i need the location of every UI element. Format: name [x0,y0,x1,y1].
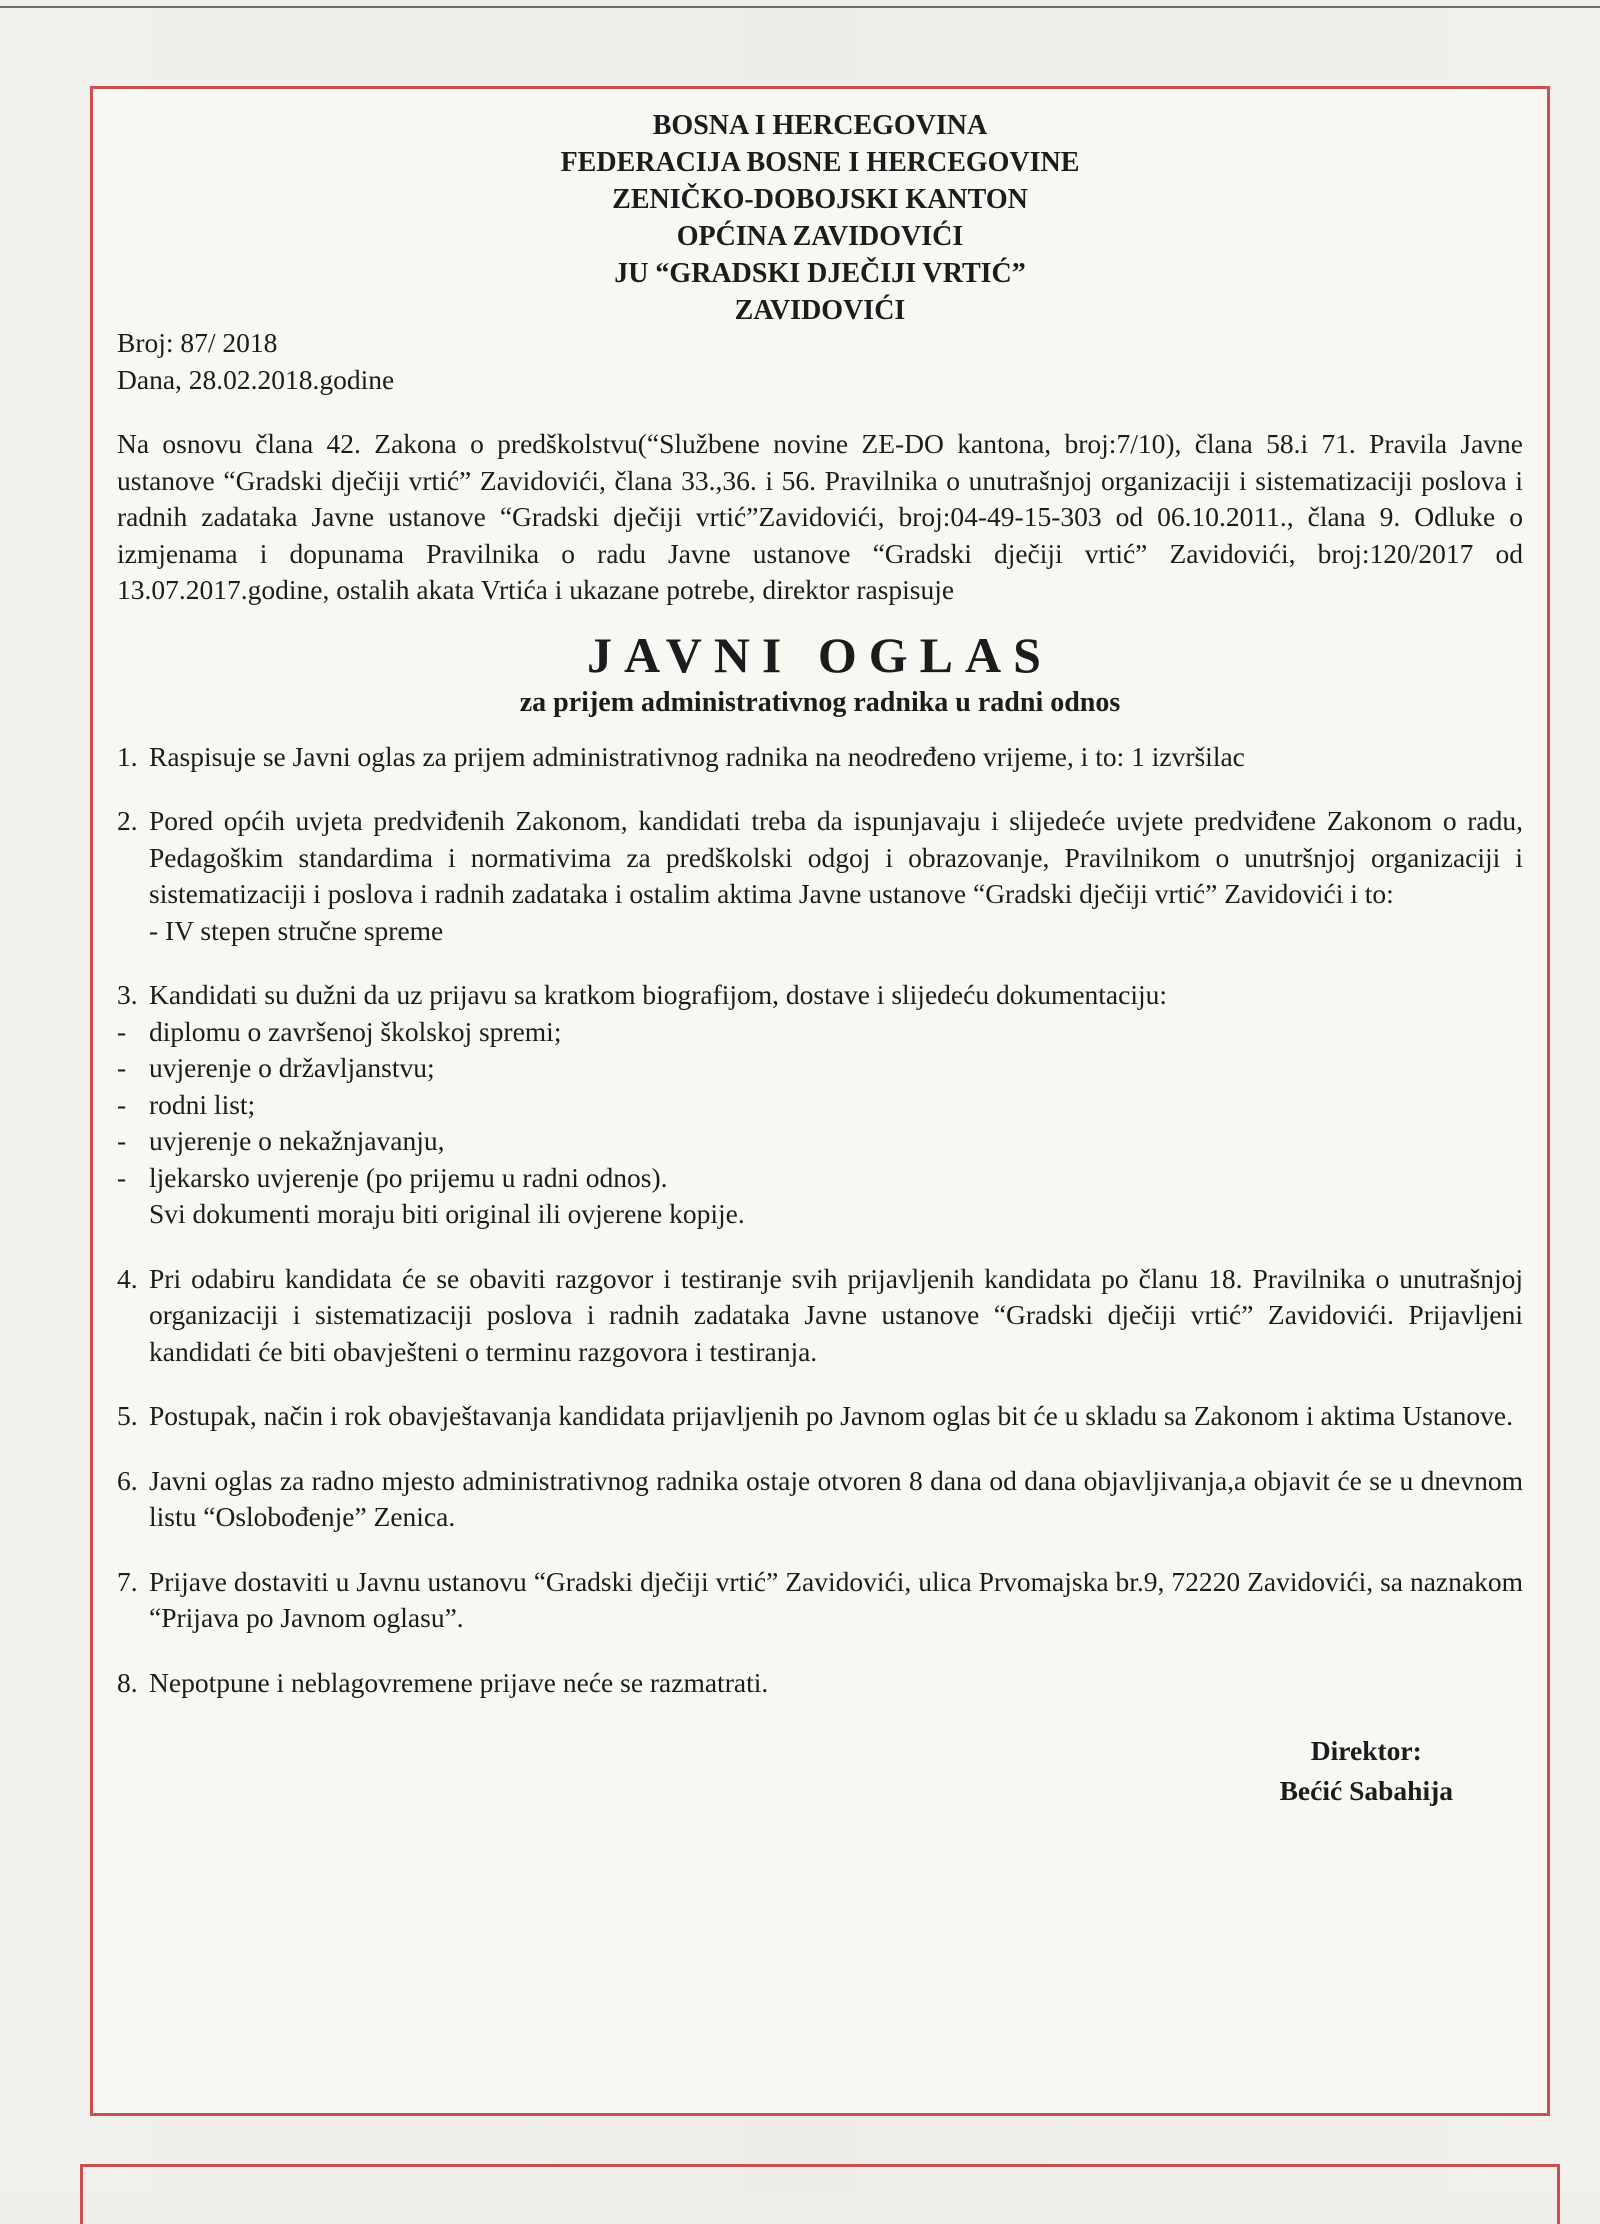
list-item [117,803,1523,949]
signature-block [117,1731,1523,1811]
item-number: 3. [117,979,138,1010]
document-item: - uvjerenje o nekažnjavanju, [117,1125,445,1156]
intro-paragraph: Na osnovu člana 42. Zakona o predškolstvu(“Službene novine ZE-DO kantona, broj:7/10), člana 58.i 71. Pravila Javne ustanove “Gradski dječiji vrtić” Zavidovići, člana 33.,36. i 56. Pravilnika o unutrašnjoj organizaciji i sistematizaciji poslova i radnih zadataka Javne ustanove “Gradski dječiji vrtić”Zavidovići, broj:04-49-15-303 od 06.10.2011., člana 9. Odluke o izmjenama i dopunama Pravilnika o radu Javne ustanove “Gradski dječiji vrtić” Zavidovići, broj:120/2017 od 13.07.2017.godine, ostalih akata Vrtića i ukazane potrebe, direktor raspisuje [117,428,1523,605]
list-item [117,977,1523,1014]
item-text: Kandidati su dužni da uz prijavu sa kratkom biografijom, dostave i slijedeću dokumentaciju: [149,979,1168,1010]
document-date: Dana, 28.02.2018.godine [117,363,395,395]
item-number: 1. [117,740,138,772]
list-item [117,1463,1523,1536]
required-documents-list [117,1014,1523,1197]
item-text: Prijave dostaviti u Javnu ustanovu “Gradski dječiji vrtić” Zavidovići, ulica Prvomajska br.9, 72220 Zavidovići, sa naznakom “Prijava po Javnom oglasu”. [149,1565,1523,1633]
signatory-name: Bećić Sabahija [1279,1775,1453,1806]
item-text: Pored općih uvjeta predviđenih Zakonom, kandidati treba da ispunjavaju i slijedeće uvjete predviđene Zakonom o radu, Pedagoškim standardima i normativima za predškolski odgoj i obrazovanje, Pravilnikom o unutršnjoj organizaciji i sistematizaciji i poslova i radnih zadataka i ostalim aktima Javne ustanove “Gradski dječiji vrtić” Zavidovići i to: [149,805,1523,909]
header-line: ZENIČKO-DOBOJSKI KANTON [612,184,1028,215]
item-extra: - IV stepen stručne spreme [149,914,444,946]
reference-number: Broj: 87/ 2018 [117,327,278,358]
item-number: 6. [117,1464,138,1496]
list-item [117,739,1523,776]
list-item [117,1665,1523,1702]
item-number: 2. [117,805,138,836]
document-meta [117,325,1523,398]
item-number: 4. [117,1262,138,1294]
item-text: Javni oglas za radno mjesto administrativnog radnika ostaje otvoren 8 dana od dana objavljivanja,a objavit će se u dnevnom listu “Oslobođenje” Zenica. [149,1464,1523,1532]
next-notice-box-edge [80,2164,1560,2224]
document-item: - rodni list; [117,1088,256,1120]
notice-title: JAVNI OGLAS [587,626,1053,683]
document-item: - uvjerenje o državljanstvu; [117,1052,435,1083]
header-line: ZAVIDOVIĆI [734,295,906,326]
list-item [117,1261,1523,1371]
documents-note: Svi dokumenti moraju biti original ili ovjerene kopije. [149,1198,745,1229]
public-notice-box [90,86,1550,2116]
item-text: Raspisuje se Javni oglas za prijem administrativnog radnika na neodređeno vrijeme, i to: 1 izvršilac [149,740,1245,772]
list-item [117,1564,1523,1637]
header-line: JU “GRADSKI DJEČIJI VRTIĆ” [614,258,1026,289]
page-top-rule [0,6,1600,8]
item-number: 7. [117,1565,138,1597]
signatory-role: Direktor: [1310,1735,1422,1766]
list-item [117,1398,1523,1435]
item-number: 5. [117,1400,138,1431]
header-line: OPĆINA ZAVIDOVIĆI [676,221,964,252]
document-item: - diplomu o završenoj školskoj spremi; [117,1015,562,1047]
notice-content [117,107,1523,1811]
institution-header [117,107,1523,329]
item-number: 8. [117,1666,138,1698]
header-line: BOSNA I HERCEGOVINA [652,110,988,141]
header-line: FEDERACIJA BOSNE I HERCEGOVINE [560,147,1080,178]
item-text: Pri odabiru kandidata će se obaviti razgovor i testiranje svih prijavljenih kandidata po članu 18. Pravilnika o unutrašnjoj organizaciji i sistematizaciji poslova i radnih zadataka Javne ustanove “Gradski dječiji vrtić” Zavidovići. Prijavljeni kandidati će biti obavješteni o terminu razgovora i testiranja. [149,1262,1523,1367]
notice-subtitle: za prijem administrativnog radnika u radni odnos [519,686,1121,718]
document-item: - ljekarsko uvjerenje (po prijemu u radni odnos). [117,1161,668,1193]
item-text: Postupak, način i rok obavještavanja kandidata prijavljenih po Javnom oglas bit će u skladu sa Zakonom i aktima Ustanove. [149,1400,1513,1431]
item-text: Nepotpune i neblagovremene prijave neće se razmatrati. [149,1666,769,1698]
